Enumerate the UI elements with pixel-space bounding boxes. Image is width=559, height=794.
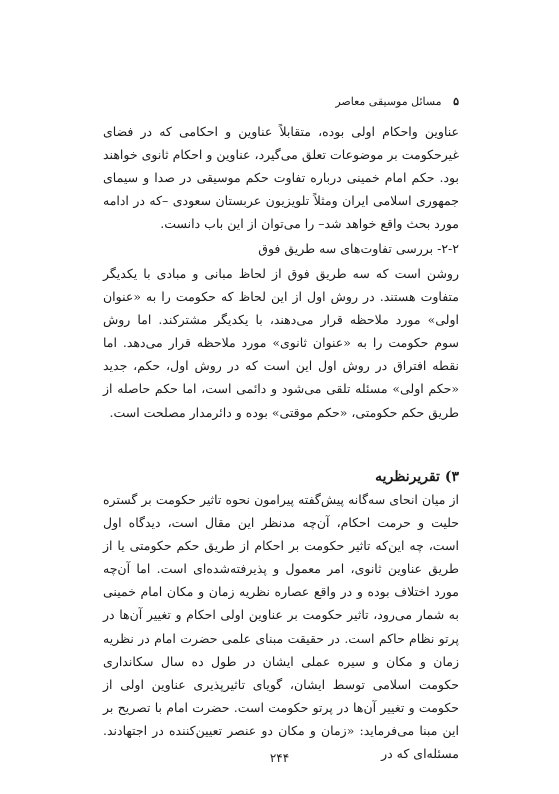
- section-heading-block: [103, 466, 459, 489]
- section-heading: ۳) تقریرنظریه: [375, 469, 459, 485]
- body-paragraph-2: روشن است که سه طریق فوق از لحاظ مبانی و مبادی با یکدیگر متفاوت هستند. در روش اول از این لحاظ که حکومت را به «عنوان اولی» مورد ملاحظه قرار می‌دهند، با یکدیگر مشترکند. اما روش سوم حکومت را به «عنوان ثانوی» مورد ملاحظه قرار می‌دهد. اما نقطه افتراق در روش اول این است که در روش اول، حکم، جدید «حکم اولی» مسئله تلقی می‌شود و دائمی است، اما حکم حاصله از طریق حکم حکومتی، «حکم موقتی» بوده و دائرمدار مصلحت است.: [103, 266, 459, 420]
- subheading-2-2: ۲-۲- بررسی تفاوت‌های سه طریق فوق: [258, 241, 459, 256]
- paragraph-block-2: [103, 262, 459, 424]
- paragraph-block-1: [103, 120, 459, 235]
- body-paragraph-3: از میان انحای سه‌گانه پیش‌گفته پیرامون نحوه تاثیر حکومت بر گستره حلیت و حرمت احکام، آن‌چه مدنظر این مقال است، دیدگاه اول است، چه این‌که تاثیر حکومت بر احکام از طریق حکم حکومتی یا از طریق عناوین ثانوی، امر معمول و پذیرفته‌شده‌ای است. اما آن‌چه مورد اختلاف بوده و در واقع عصاره نظریه زمان و مکان امام خمینی به شمار می‌رود، تاثیر حکومت بر عناوین اولی احکام و تغییر آن‌ها در پرتو نظام حاکم است. در حقیقت مبنای علمی حضرت امام در نظریه زمان و مکان و سیره عملی ایشان در طول ده سال سکانداری حکومت اسلامی توسط ایشان، گویای تاثیرپذیری عناوین اولی از حکومت و تغییر آن‌ها در پرتو حکومت است. حضرت امام با تصریح بر این مبنا می‌فرماید: «زمان و مکان دو عنصر تعیین‌کننده در اجتهادند. مسئله‌ای که در: [103, 492, 459, 762]
- paragraph-block-3: [103, 488, 459, 765]
- running-header: [335, 95, 459, 108]
- body-paragraph-1: عناوین واحکام اولی بوده، متقابلاً عناوین و احکامی که در فضای غیرحکومت بر موضوعات تعلق می‌گیرد، عناوین و احکام ثانوی خواهند بود. حکم امام خمینی درباره تفاوت حکم موسیقی در صدا و سیمای جمهوری اسلامی ایران ومثلاً تلویزیون عربستان سعودی –که در ادامه مورد بحث واقع خواهد شد– را می‌توان از این باب دانست.: [103, 124, 459, 232]
- subheading-block: [103, 237, 459, 260]
- page-number: ۲۴۴: [269, 751, 290, 765]
- header-folio-mark: ۵: [453, 95, 459, 108]
- running-title: مسائل موسیقی معاصر: [335, 95, 442, 108]
